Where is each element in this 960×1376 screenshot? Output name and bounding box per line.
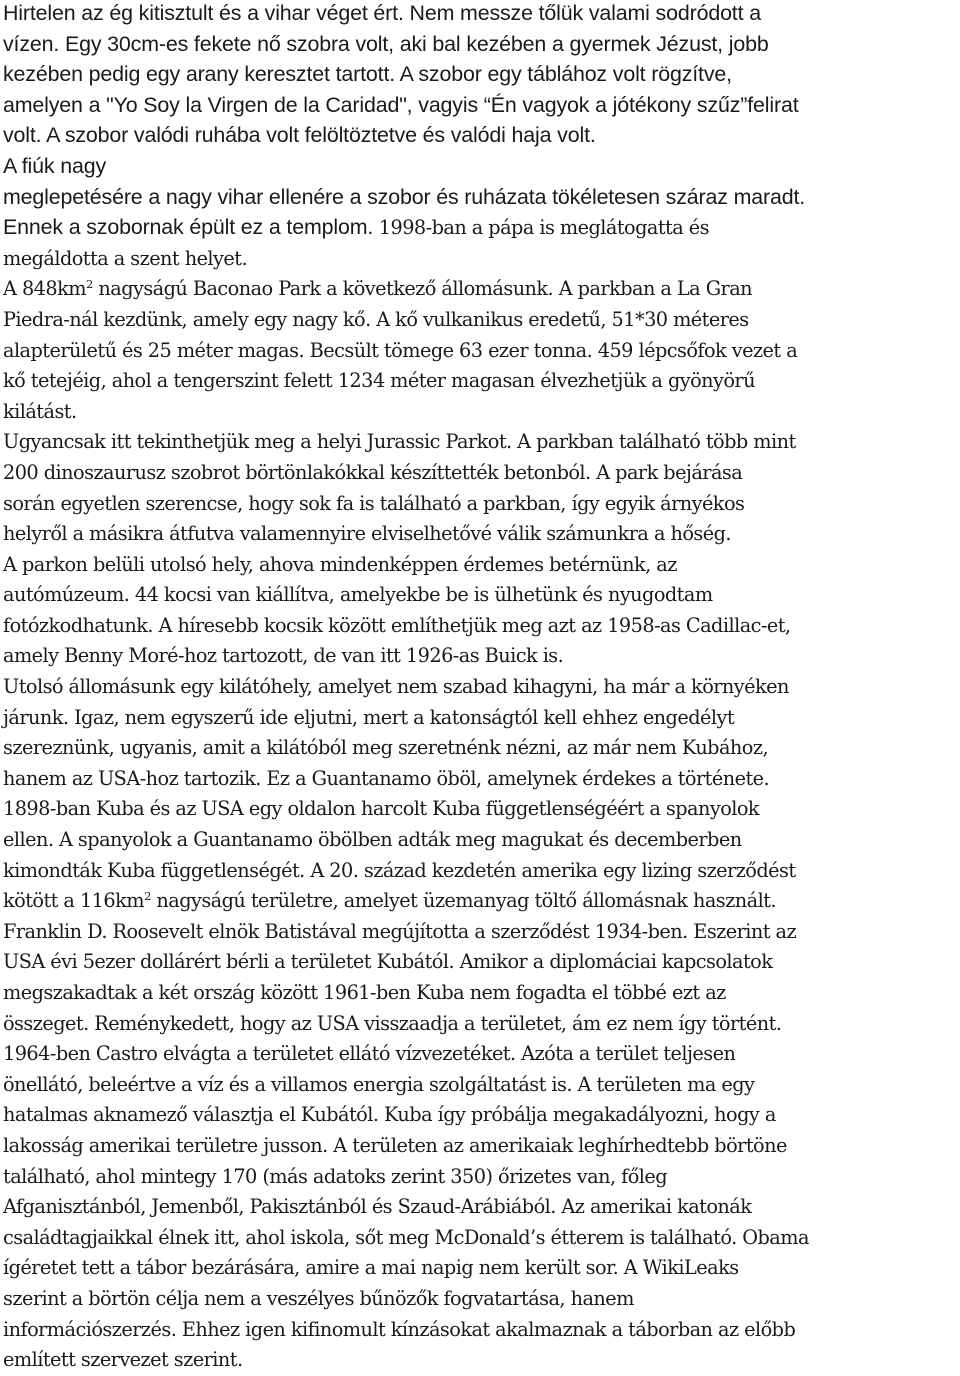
guantanamo-text-before: Utolsó állomásunk egy kilátóhely, amelyet nem szabad kihagyni, ha már a környéken járunk. Igaz, nem egyszerű ide eljutni, mert a katonságtól kell ehhez engedélyt szereznünk, ugyanis, amit a kilátóból meg szeretnénk nézni, az már nem Kubához, hanem az USA-hoz tartozik. Ez a Guantanamo öböl, amelynek érdekes a története. 1898-ban Kuba és az USA egy oldalon harcolt Kuba függetlenségéért a spanyolok ellen. A spanyolok a Guantanamo öbölben adták meg magukat és decemberben kimondták Kuba függetlenségét. A 20. század kezdetén amerika egy lizing szerződést kötött a 116km [3,675,796,913]
superscript-area-unit: 2 [85,277,93,292]
baconao-text-after: nagyságú Baconao Park a következő állomásunk. A parkban a La Gran Piedra-nál kezdünk, amely egy nagy kő. A kő vulkanikus eredetű, 51*30 méteres alapterületű és 25 méter magas. Becsült tömege 63 ezer tonna. 459 lépcsőfok vezet a kő tetejéig, ahol a tengerszint felett 1234 méter magasan élvezhetjük a gyönyörű kilátást. [3,277,798,423]
paragraph-jurassic-park: Ugyancsak itt tekinthetjük meg a helyi Jurassic Parkot. A parkban található több mint 200 dinoszaurusz szobrot börtönlakókkal készíttették betonból. A park bejárása során egyetlen szerencse, hogy sok fa is található a parkban, így egyik árnyékos helyről a másikra átfutva valamennyire elviselhetővé válik számunkra a hőség. [3,430,796,546]
paragraph-pope-visit: 1998-ban a pápa is meglátogatta és megáldotta a szent helyet. [3,216,709,270]
paragraph-statue-legend: Hirtelen az ég kitisztult és a vihar véget ért. Nem messze tőlük valami sodródott a vízen. Egy 30cm-es fekete nő szobra volt, aki bal kezében a gyermek Jézust, jobb kezében pedig egy arany keresztet tartott. A szobor egy táblához volt rögzítve, amelyen a "Yo Soy la Virgen de la Caridad", vagyis “Én vagyok a jótékony szűz”felirat volt. A szobor valódi ruhába volt felöltöztetve és valódi haja volt. [3,1,799,148]
baconao-text-before: A 848km [3,277,86,301]
superscript-area-unit: 2 [143,889,151,904]
body-text [3,0,960,1376]
paragraph-car-museum: A parkon belüli utolsó hely, ahova mindenképpen érdemes betérnünk, az autómúzeum. 44 kocsi van kiállítva, amelyekbe be is ülhetünk és nyugodtam fotózkodhatunk. A híresebb kocsik között említhetjük meg azt az 1958-as Cadillac-et, amely Benny Moré-hoz tartozott, de van itt 1926-as Buick is. [3,552,791,668]
guantanamo-text-after: nagyságú területre, amelyet üzemanyag töltő állomásnak használt. Franklin D. Roosevelt elnök Batistával megújította a szerződést 1934-ben. Eszerint az USA évi 5ezer dollárért bérli a területet Kubától. Amikor a diplomáciai kapcsolatok megszakadtak a két ország között 1961-ben Kuba nem fogadta el többé ezt az összeget. Reménykedett, hogy az USA visszaadja a területet, ám ez nem így történt. 1964-ben Castro elvágta a területet ellátó vízvezetéket. Azóta a terület teljesen önellátó, beleértve a víz és a villamos energia szolgáltatást is. A területen ma egy hatalmas aknamező választja el Kubától. Kuba így próbálja megakadályozni, hogy a lakosság amerikai területre jusson. A területen az amerikaiak leghírhedtebb börtöne található, ahol mintegy 170 (más adatoks zerint 350) őrizetes van, főleg Afganisztánból, Jemenből, Pakisztánból és Szaud-Arábiából. Az amerikai katonák családtagjaikkal élnek itt, ahol iskola, sőt meg McDonald’s étterem is található. Obama ígéretet tett a tábor bezárására, amire a mai napig nem került sor. A WikiLeaks szerint a börtön célja nem a veszélyes bűnözők fogvatartása, hanem információszerzés. Ehhez igen kifinomult kínzásokat akalmaznak a táborban az előbb említett szervezet szerint. [3,889,809,1372]
paragraph-baconao-park [3,274,960,427]
paragraph-guantanamo [3,672,960,1376]
paragraph-dry-statue: A fiúk nagy meglepetésére a nagy vihar ellenére a szobor és ruházata tökéletesen száraz maradt. Ennek a szobornak épült ez a templom. [3,153,806,240]
